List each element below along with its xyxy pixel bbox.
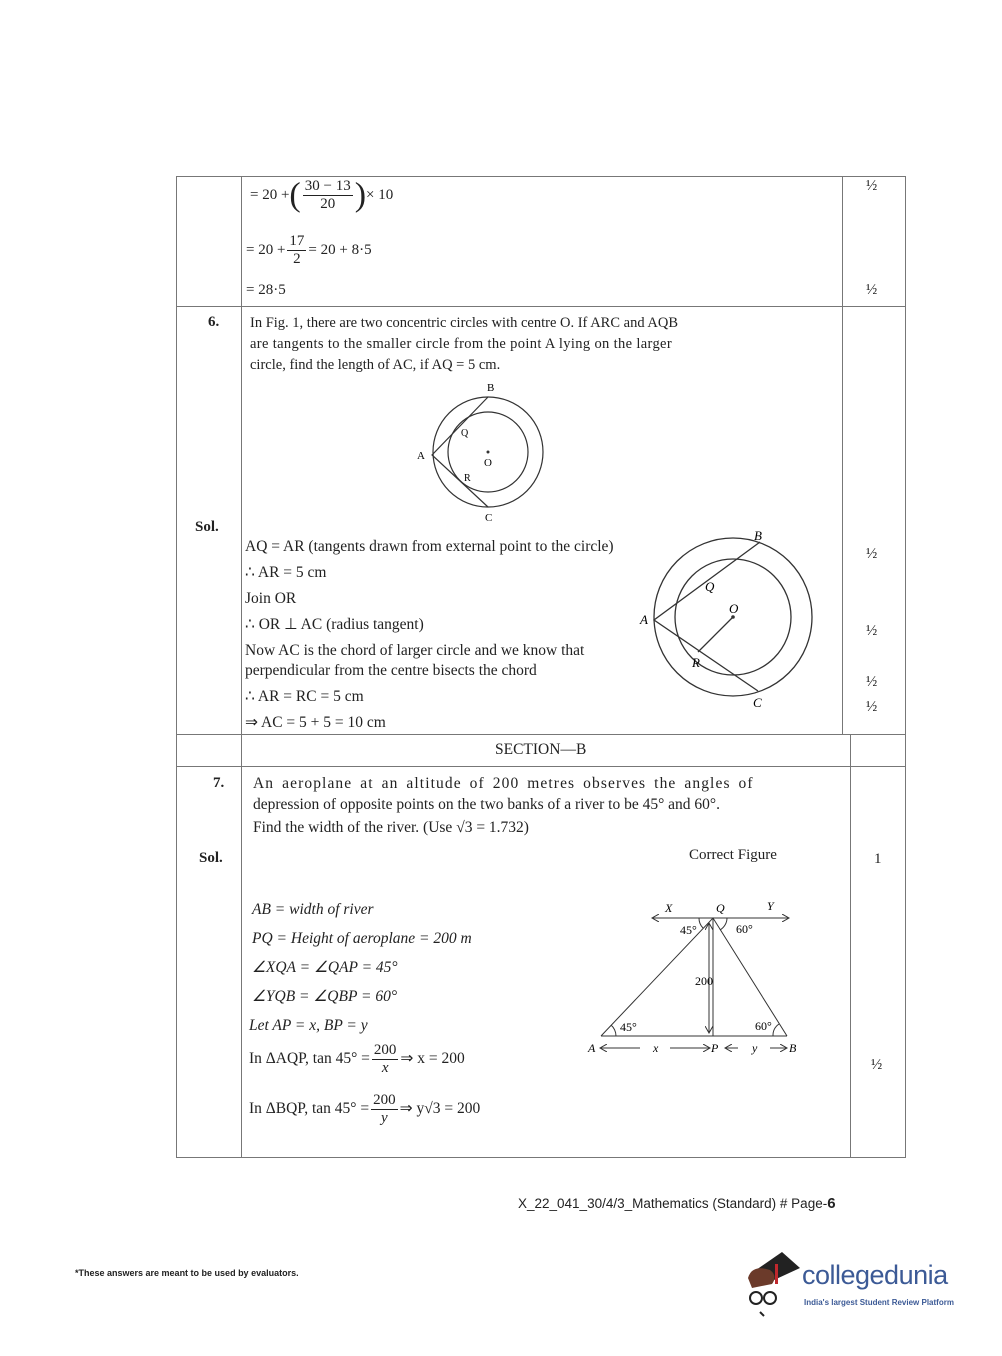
solution-line: perpendicular from the centre bisects the chord bbox=[245, 662, 537, 679]
solution-line: Now AC is the chord of larger circle and we know that bbox=[245, 642, 585, 659]
label-x: X bbox=[665, 901, 673, 915]
solution-line: ∴ AR = 5 cm bbox=[245, 564, 327, 581]
page-number: 6 bbox=[827, 1195, 836, 1212]
solution-line: ∴ OR ⊥ AC (radius tangent) bbox=[245, 616, 424, 633]
angle-45-top: 45° bbox=[680, 923, 697, 937]
label-x-distance: x bbox=[653, 1041, 659, 1055]
label-q: Q bbox=[705, 579, 715, 594]
table-border-bottom bbox=[176, 1157, 906, 1158]
row-divider bbox=[176, 306, 905, 307]
question-line: Find the width of the river. (Use √3 = 1.732) bbox=[253, 819, 529, 836]
eq-text: ⇒ x = 200 bbox=[400, 1050, 465, 1068]
solution-line: ∠YQB = ∠QBP = 60° bbox=[252, 988, 398, 1005]
row-divider bbox=[176, 766, 905, 767]
angle-45: 45° bbox=[620, 1020, 637, 1034]
eq-text: In ΔBQP, tan 45° = bbox=[249, 1100, 370, 1118]
denominator: x bbox=[381, 1060, 389, 1076]
fraction bbox=[371, 1092, 398, 1127]
denominator: 20 bbox=[320, 196, 336, 212]
marks: ½ bbox=[866, 282, 878, 298]
height-label: 200 bbox=[695, 974, 713, 988]
equation-line bbox=[249, 1092, 480, 1127]
section-title: SECTION—B bbox=[495, 741, 587, 758]
solution-line: AQ = AR (tangents drawn from external point to the circle) bbox=[245, 538, 614, 555]
equation-line: = 20 +( $\frac{30 - 13}{20}$ )× 10 bbox=[250, 176, 394, 214]
label-r: R bbox=[692, 655, 700, 670]
marks: ½ bbox=[871, 1057, 883, 1073]
equation-line: = 28·5 bbox=[246, 282, 286, 298]
solution-figure-circles bbox=[630, 525, 830, 715]
label-o: O bbox=[484, 457, 492, 469]
evaluator-note: *These answers are meant to be used by evaluators. bbox=[75, 1268, 299, 1278]
label-a: A bbox=[588, 1041, 596, 1055]
mascot-icon bbox=[742, 1250, 802, 1318]
river-angle-figure bbox=[580, 895, 810, 1060]
solution-label: Sol. bbox=[195, 519, 219, 535]
question-line: An aeroplane at an altitude of 200 metres observes the angles of bbox=[253, 775, 754, 792]
table-border-right bbox=[905, 176, 906, 1158]
denominator: y bbox=[380, 1110, 388, 1126]
eq-text: = 20 + bbox=[246, 241, 286, 258]
numerator: 200 bbox=[373, 1042, 397, 1058]
column-divider bbox=[241, 176, 242, 766]
numerator: 30 − 13 bbox=[304, 178, 351, 194]
figure-1-concentric-circles bbox=[400, 378, 580, 528]
page-ref-text: X_22_041_30/4/3_Mathematics (Standard) # Page- bbox=[518, 1196, 828, 1211]
fraction bbox=[372, 1042, 399, 1077]
equation-line bbox=[246, 233, 372, 268]
eq-text: In ΔAQP, tan 45° = bbox=[249, 1050, 370, 1068]
solution-text bbox=[249, 895, 472, 1040]
label-r: R bbox=[464, 473, 471, 484]
question-line: circle, find the length of AC, if AQ = 5 cm. bbox=[250, 357, 501, 373]
label-c: C bbox=[485, 512, 493, 524]
eq-text: = 20 + bbox=[250, 186, 290, 203]
label-a: A bbox=[640, 612, 648, 627]
column-divider bbox=[241, 766, 242, 1158]
solution-line: Let AP = x, BP = y bbox=[249, 1017, 368, 1034]
label-p: P bbox=[711, 1041, 719, 1055]
figure-caption: Correct Figure bbox=[689, 847, 777, 863]
radius-or bbox=[698, 617, 733, 652]
solution-label: Sol. bbox=[199, 850, 223, 866]
angle-60-top: 60° bbox=[736, 922, 753, 936]
numerator: 17 bbox=[289, 233, 305, 249]
eq-text: = 20 + 8·5 bbox=[308, 241, 372, 258]
label-q: Q bbox=[461, 428, 469, 439]
label-a: A bbox=[417, 450, 425, 462]
solution-line: AB = width of river bbox=[252, 901, 374, 918]
table-border-top bbox=[176, 176, 905, 177]
fraction bbox=[287, 233, 306, 268]
label-c: C bbox=[753, 695, 762, 710]
question-number: 6. bbox=[208, 314, 220, 330]
question-line: In Fig. 1, there are two concentric circles with centre O. If ARC and AQB bbox=[250, 315, 679, 331]
denominator: 2 bbox=[293, 251, 301, 267]
table-border-left bbox=[176, 176, 177, 1158]
solution-text bbox=[245, 534, 614, 736]
marks: ½ bbox=[866, 178, 878, 194]
column-divider bbox=[842, 176, 843, 735]
question-text bbox=[253, 773, 754, 838]
fraction bbox=[303, 178, 353, 213]
label-q: Q bbox=[716, 901, 725, 915]
marks: ½ bbox=[866, 546, 878, 562]
numerator: 200 bbox=[373, 1092, 396, 1108]
label-b: B bbox=[487, 382, 495, 394]
label-b: B bbox=[789, 1041, 797, 1055]
question-line: depression of opposite points on the two banks of a river to be 45° and 60°. bbox=[253, 796, 720, 813]
equation-line bbox=[249, 1042, 465, 1077]
angle-60: 60° bbox=[755, 1019, 772, 1033]
eq-text: × 10 bbox=[366, 186, 394, 203]
page-reference bbox=[518, 1195, 836, 1212]
marks: ½ bbox=[866, 674, 878, 690]
label-y: Y bbox=[767, 899, 774, 913]
solution-line: ∴ AR = RC = 5 cm bbox=[245, 688, 364, 705]
solution-line: PQ = Height of aeroplane = 200 m bbox=[252, 930, 472, 947]
column-divider bbox=[850, 734, 851, 1158]
eq-text: ⇒ y√3 = 200 bbox=[399, 1100, 481, 1118]
logo-tagline: India's largest Student Review Platform bbox=[804, 1298, 954, 1307]
marks: 1 bbox=[874, 851, 882, 867]
label-b: B bbox=[754, 528, 762, 543]
solution-line: ⇒ AC = 5 + 5 = 10 cm bbox=[245, 714, 386, 731]
question-line: are tangents to the smaller circle from the point A lying on the larger bbox=[250, 336, 673, 352]
collegedunia-logo bbox=[742, 1250, 972, 1320]
solution-line: Join OR bbox=[245, 590, 297, 607]
question-text bbox=[250, 313, 678, 376]
label-o: O bbox=[729, 601, 739, 616]
marks: ½ bbox=[866, 623, 878, 639]
question-number: 7. bbox=[213, 775, 225, 791]
label-y-distance: y bbox=[752, 1041, 758, 1055]
solution-line: ∠XQA = ∠QAP = 45° bbox=[252, 959, 398, 976]
logo-name: collegedunia bbox=[802, 1260, 948, 1290]
marks: ½ bbox=[866, 699, 878, 715]
